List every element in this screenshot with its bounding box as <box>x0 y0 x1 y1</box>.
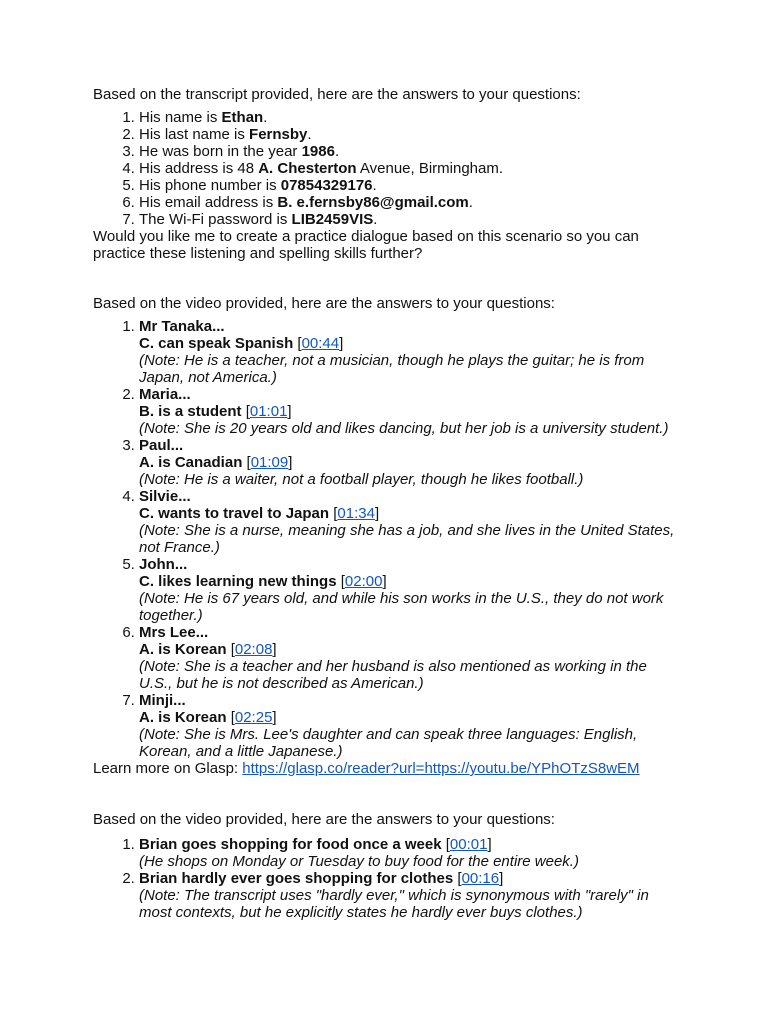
section2-item <box>139 488 683 556</box>
section1-item <box>139 177 683 194</box>
section2-list <box>93 318 683 760</box>
timestamp-link[interactable]: 02:00 <box>344 573 383 590</box>
section3-intro: Based on the video provided, here are the answers to your questions: <box>93 811 555 828</box>
item-answer: Ethan <box>221 109 264 126</box>
spacer <box>93 777 683 811</box>
section1-closing: Would you like me to create a practice dialogue based on this scenario so you can practice these listening and spelling skills further? <box>93 228 639 262</box>
section1-item <box>139 160 683 177</box>
item-answer-line: 1. Brian goes shopping for food once a week [00:01] <box>139 836 492 853</box>
spacer <box>93 262 683 295</box>
learn-more-label: Learn more on Glasp: <box>93 760 243 777</box>
item-answer: B. e.fernsby86@gmail.com <box>277 194 469 211</box>
item-answer: B. is a student <box>139 403 242 420</box>
timestamp-link[interactable]: 01:34 <box>337 505 375 522</box>
timestamp-link[interactable]: 00:16 <box>461 870 500 887</box>
item-answer: Fernsby <box>249 126 308 143</box>
item-text: His name is <box>139 109 222 126</box>
section2-item <box>139 556 683 624</box>
item-answer-line: C. wants to travel to Japan [01:34] <box>139 505 380 522</box>
item-heading: 2. Maria... <box>139 386 191 403</box>
item-text-end: . <box>334 143 340 160</box>
item-note: (Note: He is a teacher, not a musician, though he plays the guitar; he is from Japan, not America.) <box>139 352 645 386</box>
item-answer-line: C. likes learning new things [02:00] <box>139 573 387 590</box>
item-note: (Note: She is Mrs. Lee's daughter and can speak three languages: English, Korean, and a little Japanese.) <box>139 726 638 760</box>
item-answer-line: A. is Canadian [01:09] <box>139 454 293 471</box>
item-heading: 4. Silvie... <box>139 488 191 505</box>
section2-item <box>139 318 683 386</box>
item-text-end: . <box>372 177 377 194</box>
section1-item <box>139 143 683 160</box>
item-answer: LIB2459VIS <box>291 211 374 228</box>
item-answer-line: C. can speak Spanish [00:44] <box>139 335 344 352</box>
timestamp-link[interactable]: 02:25 <box>234 709 273 726</box>
item-text-end: . <box>263 109 268 126</box>
item-note: (Note: The transcript uses "hardly ever," which is synonymous with "rarely" in most contexts, but he explicitly states he hardly ever buys clothes.) <box>139 887 649 921</box>
item-answer-line: 2. Brian hardly ever goes shopping for clothes [00:16] <box>139 870 504 887</box>
item-answer: C. can speak Spanish <box>139 335 294 352</box>
item-text: The Wi-Fi password is <box>139 211 292 228</box>
glasp-link[interactable]: https://glasp.co/reader?url=https://youtu.be/YPhOTzS8wEM <box>242 760 640 777</box>
section1-list <box>93 109 683 228</box>
item-text: He was born in the year <box>139 143 302 160</box>
timestamp-link[interactable]: 01:09 <box>250 454 289 471</box>
section1-item <box>139 194 683 211</box>
section1-item <box>139 126 683 143</box>
section3-list <box>93 836 683 921</box>
item-answer: 1986 <box>301 143 335 160</box>
section1-intro: Based on the transcript provided, here are the answers to your questions: <box>93 86 581 103</box>
item-answer-line: A. is Korean [02:08] <box>139 641 277 658</box>
item-text-end: Avenue, Birmingham. <box>356 160 504 177</box>
item-answer: C. likes learning new things <box>139 573 337 590</box>
item-note: (Note: She is 20 years old and likes dancing, but her job is a university student.) <box>139 420 669 437</box>
section2-intro: Based on the video provided, here are the answers to your questions: <box>93 295 555 312</box>
timestamp-link[interactable]: 00:44 <box>301 335 340 352</box>
timestamp-link[interactable]: 00:01 <box>449 836 488 853</box>
section1-item <box>139 109 683 126</box>
item-note: (Note: She is a teacher and her husband is also mentioned as working in the U.S., but he is not described as American.) <box>139 658 647 692</box>
item-note: (He shops on Monday or Tuesday to buy food for the entire week.) <box>139 853 579 870</box>
item-answer: A. Chesterton <box>258 160 357 177</box>
item-heading: 1. Mr Tanaka... <box>139 318 225 335</box>
item-note: (Note: She is a nurse, meaning she has a job, and she lives in the United States, not France.) <box>139 522 675 556</box>
item-text: His email address is <box>139 194 278 211</box>
item-heading: 6. Mrs Lee... <box>139 624 209 641</box>
item-heading: 5. John... <box>139 556 188 573</box>
item-answer: Brian goes shopping for food once a week <box>139 836 442 853</box>
item-answer: C. wants to travel to Japan <box>139 505 330 522</box>
item-note: (Note: He is a waiter, not a football player, though he likes football.) <box>139 471 584 488</box>
item-answer: A. is Korean <box>139 641 227 658</box>
item-text: His last name is <box>139 126 250 143</box>
section3-item <box>139 836 683 870</box>
document-page <box>93 86 683 921</box>
timestamp-link[interactable]: 02:08 <box>234 641 273 658</box>
timestamp-link[interactable]: 01:01 <box>249 403 288 420</box>
learn-more-line <box>93 760 683 777</box>
section3-item <box>139 870 683 921</box>
item-text-end: . <box>307 126 312 143</box>
item-answer: 07854329176 <box>280 177 373 194</box>
item-note: (Note: He is 67 years old, and while his son works in the U.S., they do not work together.) <box>139 590 664 624</box>
section2-item <box>139 624 683 692</box>
item-answer-line: A. is Korean [02:25] <box>139 709 277 726</box>
section2-item <box>139 386 683 437</box>
section2-item <box>139 692 683 760</box>
item-heading: 7. Minji... <box>139 692 186 709</box>
item-text-end: . <box>373 211 378 228</box>
item-text-end: . <box>468 194 473 211</box>
item-answer-line: B. is a student [01:01] <box>139 403 292 420</box>
item-answer: A. is Korean <box>139 709 227 726</box>
item-answer: A. is Canadian <box>139 454 243 471</box>
item-heading: 3. Paul... <box>139 437 184 454</box>
item-answer: Brian hardly ever goes shopping for clothes <box>139 870 454 887</box>
item-text: His address is 48 <box>139 160 259 177</box>
section2-item <box>139 437 683 488</box>
item-text: His phone number is <box>139 177 281 194</box>
section1-item <box>139 211 683 228</box>
